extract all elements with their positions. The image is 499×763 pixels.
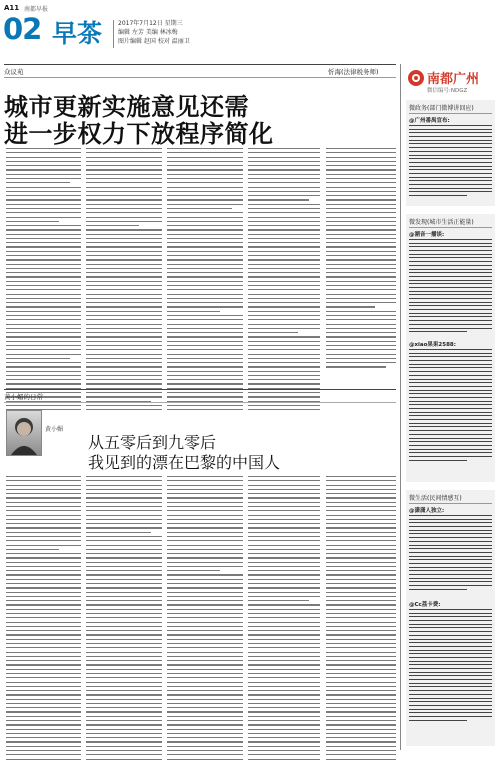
sidebar-box1-rule <box>409 113 492 114</box>
section2-rule <box>4 389 396 390</box>
sidebar-box1-title: 微政务(部门微博讲回应) <box>409 105 474 112</box>
sidebar-box3-handle2: @Cc荔卡费: <box>409 602 441 608</box>
sidebar-logo-sub: 微信编号:NDGZ <box>427 88 468 94</box>
topbar-left: 众议苑 <box>4 68 24 76</box>
sidebar-box2-rule <box>409 227 492 228</box>
article2-col1 <box>6 476 81 763</box>
sidebar-box2 <box>406 214 495 482</box>
sidebar-box3-handle1: @潇潇人独立: <box>409 508 445 514</box>
sidebar <box>404 64 497 750</box>
article1-col5 <box>326 148 396 371</box>
top-rule <box>4 64 396 65</box>
author-name: 黄小媚 <box>45 426 64 433</box>
sidebar-logo-icon <box>408 70 424 86</box>
article2-col5 <box>326 476 396 763</box>
masthead <box>0 0 499 64</box>
topbar-rule <box>4 77 396 78</box>
masthead-date: 2017年7月12日 星期三 <box>118 20 183 27</box>
section2-headline-line1: 从五零后到九零后 <box>88 433 217 452</box>
masthead-divider <box>113 20 114 48</box>
article2-col4 <box>248 476 320 763</box>
article1-col1 <box>6 148 81 413</box>
sidebar-box3 <box>406 490 495 746</box>
masthead-editors: 编辑 左芳 美编 林冰梅 <box>118 29 178 36</box>
author-photo <box>6 410 42 456</box>
page-number: 02 <box>3 12 42 46</box>
topbar-right: 忻海(法律税务师) <box>328 68 379 76</box>
article2-col2 <box>86 476 162 763</box>
sidebar-box2-handle2: @xiao果果2588: <box>409 342 456 348</box>
sidebar-logo-text: 南都广州 <box>427 72 480 87</box>
sidebar-box2-text1 <box>409 239 492 335</box>
article2-col3 <box>167 476 243 763</box>
article1-col4 <box>248 148 320 413</box>
sidebar-box2-handle1: @潮音一播谈: <box>409 232 445 238</box>
masthead-proof: 图片编辑 赵国 校对 温丽卫 <box>118 38 190 45</box>
masthead-paper-name: 南都早报 <box>24 6 49 13</box>
sidebar-box2-title: 微发现(城市生活正能量) <box>409 219 474 226</box>
sidebar-box2-text2 <box>409 349 492 463</box>
headline-line2: 进一步权力下放程序简化 <box>4 120 274 148</box>
section2-headline-line2: 我见到的漂在巴黎的中国人 <box>88 453 281 472</box>
sidebar-box3-text1 <box>409 515 492 592</box>
sidebar-box3-text2 <box>409 609 492 723</box>
section2-label-rule <box>4 402 396 403</box>
section2-label: 黄小媚的日常 <box>4 393 43 401</box>
headline-line1: 城市更新实施意见还需 <box>4 93 249 121</box>
sidebar-box3-title: 微生活(民间情感互) <box>409 495 462 502</box>
sidebar-box1-handle: @广州番禺宣布: <box>409 118 450 124</box>
sidebar-box3-rule <box>409 503 492 504</box>
sidebar-box1 <box>406 100 495 206</box>
article1-col3 <box>167 148 243 413</box>
sidebar-separator <box>400 64 401 750</box>
masthead-prefix: A11 <box>4 4 20 12</box>
sidebar-box1-text <box>409 125 492 199</box>
page-section: 早茶 <box>52 19 103 48</box>
article1-col2 <box>86 148 162 413</box>
